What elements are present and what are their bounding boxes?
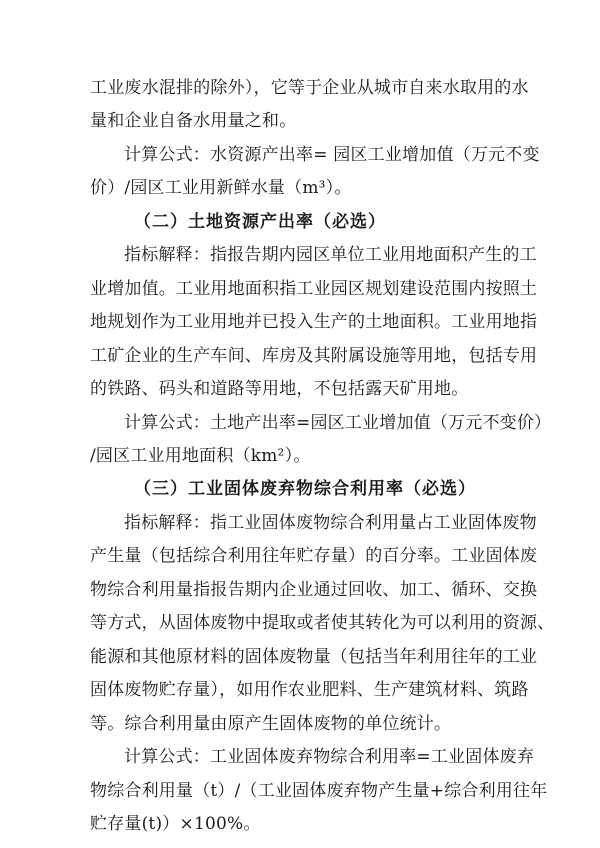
formula-line: 物综合利用量（t）/（工业固体废弃物产生量+综合利用往年 xyxy=(90,781,548,801)
formula-line: 计算公式：工业固体废弃物综合利用率=工业固体废弃 xyxy=(124,747,535,767)
formula-line: 计算公式：土地产出率=园区工业增加值（万元不变价） xyxy=(124,413,552,433)
formula-line: 计算公式：水资源产出率= 园区工业增加值（万元不变 xyxy=(124,145,540,165)
text-line: 等。综合利用量由原产生固体废物的单位统计。 xyxy=(90,714,452,734)
formula-line: 贮存量(t)）×100%。 xyxy=(90,814,261,834)
text-line: 产生量（包括综合利用往年贮存量）的百分率。工业固体废 xyxy=(90,546,538,566)
formula-line: /园区工业用地面积（km²）。 xyxy=(90,446,311,466)
text-line: 的铁路、码头和道路等用地，不包括露天矿用地。 xyxy=(90,379,469,399)
text-line: 量和企业自备水用量之和。 xyxy=(90,111,297,131)
section-heading-solid-waste: （三）工业固体废弃物综合利用率（必选） xyxy=(134,479,476,499)
text-line: 工业废水混排的除外），它等于企业从城市自来水取用的水 xyxy=(90,78,529,98)
formula-line: 价）/园区工业用新鲜水量（m³）。 xyxy=(90,178,352,198)
text-line: 业增加值。工业用地面积指工业园区规划建设范围内按照土 xyxy=(90,279,538,299)
text-line: 等方式，从固体废物中提取或者使其转化为可以利用的资源、 xyxy=(90,613,555,633)
text-line: 能源和其他原材料的固体废物量（包括当年利用往年的工业 xyxy=(90,647,538,667)
section-heading-land: （二）土地资源产出率（必选） xyxy=(134,212,386,232)
text-line: 指标解释：指报告期内园区单位工业用地面积产生的工 xyxy=(124,245,537,265)
text-line: 指标解释：指工业固体废物综合利用量占工业固体废物 xyxy=(124,513,537,533)
text-line: 地规划作为工业用地并已投入生产的土地面积。工业用地指 xyxy=(90,312,538,332)
text-line: 物综合利用量指报告期内企业通过回收、加工、循环、交换 xyxy=(90,580,538,600)
text-line: 工矿企业的生产车间、库房及其附属设施等用地，包括专用 xyxy=(90,346,538,366)
text-line: 固体废物贮存量），如用作农业肥料、生产建筑材料、筑路 xyxy=(90,680,529,700)
